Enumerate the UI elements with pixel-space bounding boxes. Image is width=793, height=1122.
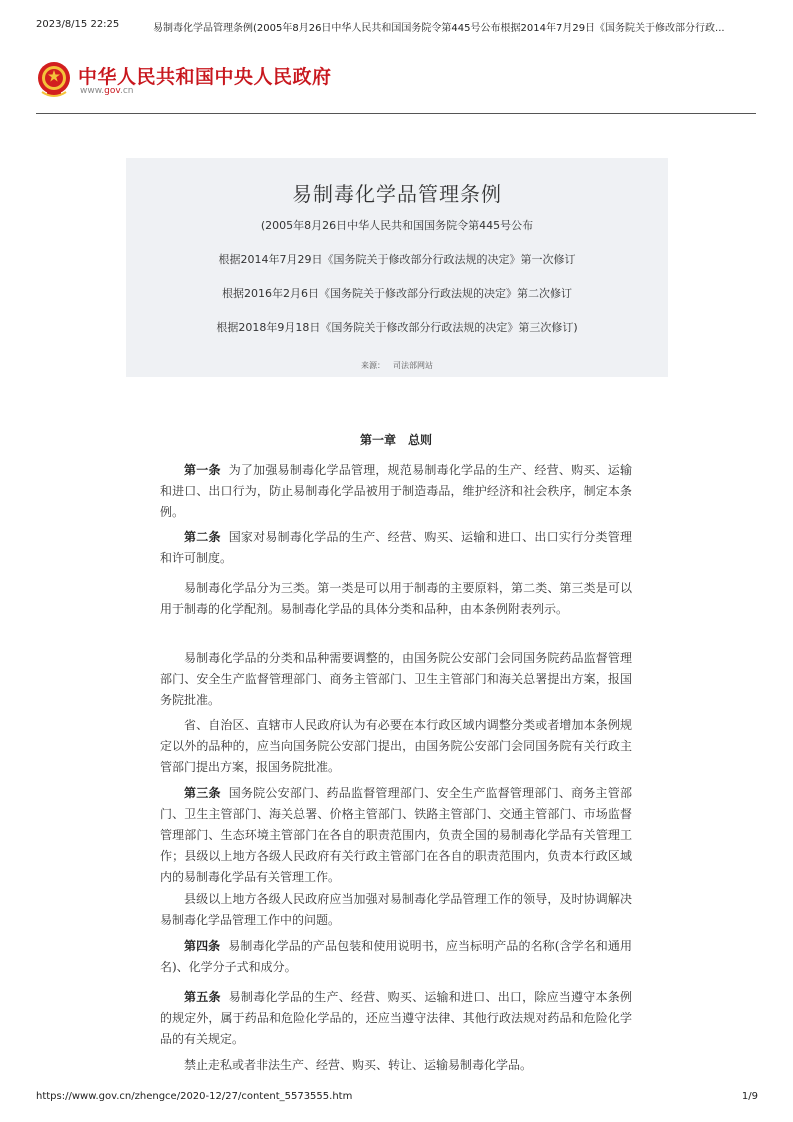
document-info-box xyxy=(126,158,668,377)
source-value: 司法部网站 xyxy=(393,361,433,370)
site-header[interactable] xyxy=(36,60,758,114)
article-label: 第二条 xyxy=(184,530,221,544)
article-text: 国务院公安部门、药品监督管理部门、安全生产监督管理部门、商务主管部门、卫生主管部门、海关总署、价格主管部门、铁路主管部门、交通主管部门、市场监督管理部门、生态环境主管部门在各自的职责范围内，负责全国的易制毒化学品有关管理工作；县级以上地方各级人民政府有关行政主管部门在各自的职责范围内，负责本行政区域内的易制毒化学品有关管理工作。 xyxy=(160,786,632,884)
document-title: 易制毒化学品管理条例 xyxy=(292,182,502,206)
site-domain xyxy=(80,86,134,96)
article-text: 禁止走私或者非法生产、经营、购买、转让、运输易制毒化学品。 xyxy=(184,1058,533,1072)
article-text: 省、自治区、直辖市人民政府认为有必要在本行政区域内调整分类或者增加本条例规定以外的品种的，应当向国务院公安部门提出，由国务院公安部门会同国务院有关行政主管部门提出方案，报国务院批准。 xyxy=(160,718,632,774)
site-name: 中华人民共和国中央人民政府 xyxy=(78,66,332,88)
article-text: 易制毒化学品分为三类。第一类是可以用于制毒的主要原料，第二类、第三类是可以用于制毒的化学配剂。易制毒化学品的具体分类和品种，由本条例附表列示。 xyxy=(160,581,632,616)
article-text: 国家对易制毒化学品的生产、经营、购买、运输和进口、出口实行分类管理和许可制度。 xyxy=(160,530,632,565)
article-label: 第三条 xyxy=(184,786,221,800)
article-text: 县级以上地方各级人民政府应当加强对易制毒化学品管理工作的领导，及时协调解决易制毒化学品管理工作中的问题。 xyxy=(160,892,632,927)
article-paragraph xyxy=(160,1055,632,1076)
article-text: 易制毒化学品的分类和品种需要调整的，由国务院公安部门会同国务院药品监督管理部门、安全生产监督管理部门、商务主管部门、卫生主管部门和海关总署提出方案，报国务院批准。 xyxy=(160,651,632,707)
print-footer xyxy=(36,1091,758,1105)
article-paragraph xyxy=(160,578,632,620)
article-paragraph xyxy=(160,783,632,888)
domain-prefix: www. xyxy=(80,86,105,96)
print-timestamp: 2023/8/15 22:25 xyxy=(36,19,120,30)
document-revision-line: 根据2014年7月29日《国务院关于修改部分行政法规的决定》第一次修订 xyxy=(218,253,576,266)
article-paragraph xyxy=(160,889,632,931)
article-text: 为了加强易制毒化学品管理，规范易制毒化学品的生产、经营、购买、运输和进口、出口行为，防止易制毒化学品被用于制造毒品，维护经济和社会秩序，制定本条例。 xyxy=(160,463,632,519)
article-paragraph xyxy=(160,460,632,523)
article-paragraph xyxy=(160,715,632,778)
domain-highlight: gov xyxy=(104,86,120,96)
article-paragraph xyxy=(160,987,632,1050)
article-label: 第一条 xyxy=(184,463,221,477)
document-revision-line: 根据2018年9月18日《国务院关于修改部分行政法规的决定》第三次修订) xyxy=(216,321,578,334)
article-paragraph xyxy=(160,648,632,711)
header-divider xyxy=(36,113,756,114)
document-promulgation-line: (2005年8月26日中华人民共和国国务院令第445号公布 xyxy=(260,219,534,232)
national-emblem-icon xyxy=(36,60,72,98)
print-header xyxy=(36,19,756,35)
domain-suffix: .cn xyxy=(119,86,134,96)
article-label: 第四条 xyxy=(184,939,221,953)
print-page-title: 易制毒化学品管理条例(2005年8月26日中华人民共和国国务院令第445号公布根据2014年7月29日《国务院关于修改部分行政... xyxy=(153,23,725,34)
page-number: 1/9 xyxy=(741,1091,758,1102)
document-source xyxy=(126,360,668,371)
article-text: 易制毒化学品的产品包装和使用说明书，应当标明产品的名称(含学名和通用名)、化学分子式和成分。 xyxy=(160,939,632,974)
article-paragraph xyxy=(160,527,632,569)
document-revision-line: 根据2016年2月6日《国务院关于修改部分行政法规的决定》第二次修订 xyxy=(222,287,572,300)
chapter-heading: 第一章 总则 xyxy=(359,433,432,447)
article-label: 第五条 xyxy=(184,990,221,1004)
source-label: 来源： xyxy=(361,361,385,370)
article-paragraph xyxy=(160,936,632,978)
article-text: 易制毒化学品的生产、经营、购买、运输和进口、出口，除应当遵守本条例的规定外，属于药品和危险化学品的，还应当遵守法律、其他行政法规对药品和危险化学品的有关规定。 xyxy=(160,990,632,1046)
page-url[interactable]: https://www.gov.cn/zhengce/2020-12/27/content_5573555.htm xyxy=(36,1091,353,1102)
